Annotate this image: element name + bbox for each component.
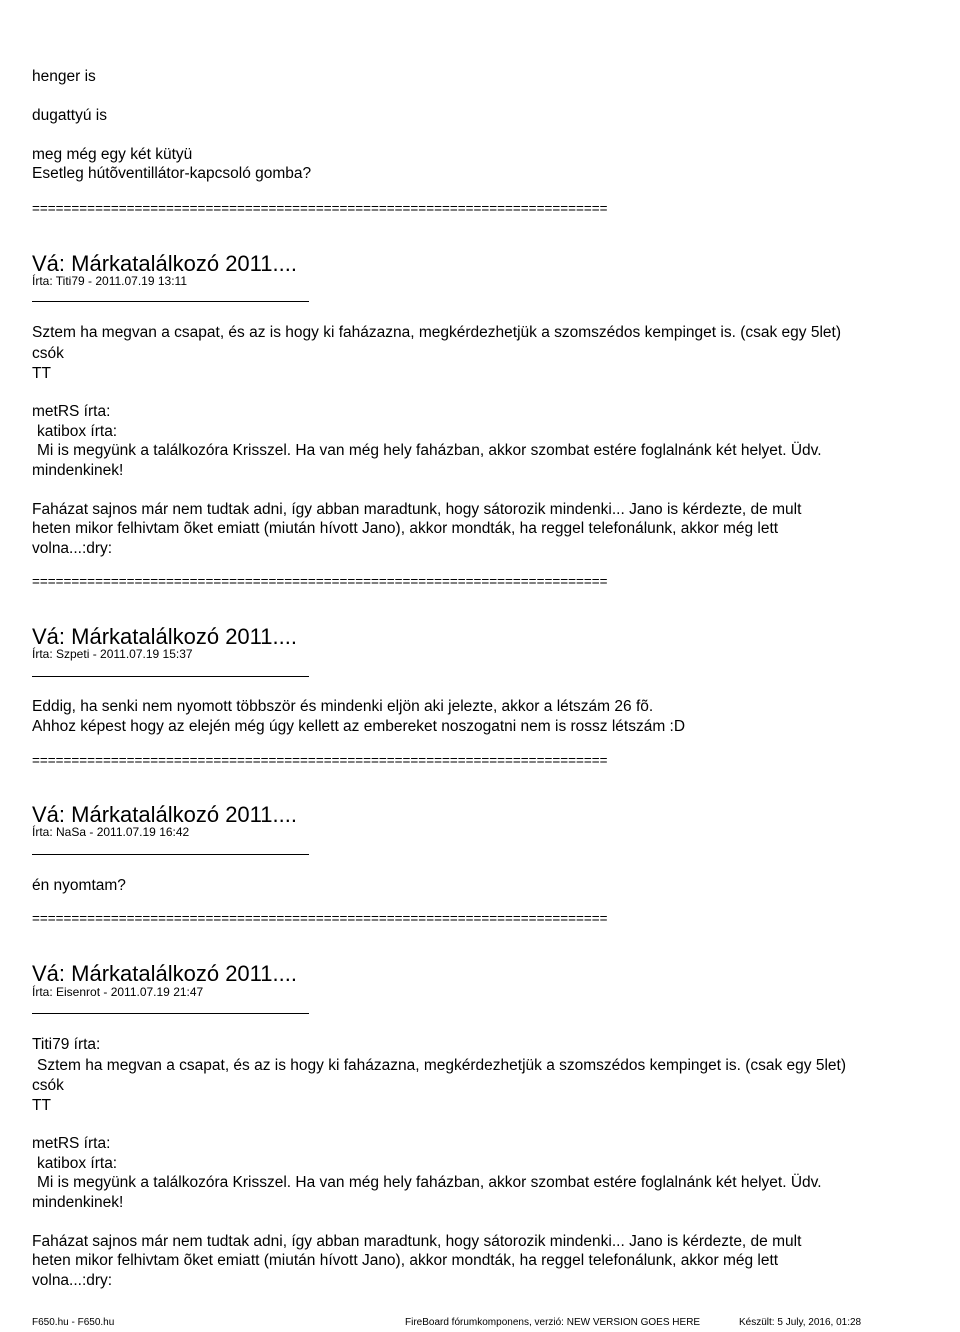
post-meta: Írta: Eisenrot - 2011.07.19 21:47 [32, 985, 204, 999]
post-title: Vá: Márkatalálkozó 2011.... [32, 251, 297, 276]
post-line: volna...:dry: [32, 1272, 113, 1289]
post-line: Faházat sajnos már nem tudtak adni, így abban maradtunk, hogy sátorozik mindenki... Jano is kérdezte, de mult [32, 1233, 802, 1250]
quote-line: Mi is megyünk a találkozóra Krisszel. Ha van még hely faházban, akkor szombat estére foglalnánk két helyet. Üdv. [37, 1174, 822, 1191]
quote-author: katibox írta: [37, 423, 118, 440]
post-title: Vá: Márkatalálkozó 2011.... [32, 802, 297, 827]
intro-line: Esetleg hútõventillátor-kapcsoló gomba? [32, 165, 312, 182]
separator: ========================================================================= [32, 201, 608, 216]
quote-author: Titi79 írta: [32, 1036, 101, 1053]
quote-line: mindenkinek! [32, 462, 124, 479]
post-line: Eddig, ha senki nem nyomott többször és mindenki eljön aki jelezte, akkor a létszám 26 fõ. [32, 698, 654, 715]
intro-line: dugattyú is [32, 107, 107, 124]
post-divider [32, 301, 309, 302]
quote-author: metRS írta: [32, 1135, 111, 1152]
intro-line: meg még egy két kütyü [32, 146, 193, 163]
quote-line: mindenkinek! [32, 1194, 124, 1211]
footer-site: F650.hu - F650.hu [32, 1317, 115, 1328]
intro-line: henger is [32, 68, 96, 85]
quote-line: TT [32, 1097, 51, 1114]
quote-author: metRS írta: [32, 403, 111, 420]
quote-author: katibox írta: [37, 1155, 118, 1172]
post-line: csók [32, 345, 64, 362]
post-divider [32, 854, 309, 855]
post-title: Vá: Márkatalálkozó 2011.... [32, 961, 297, 986]
quote-line: csók [32, 1077, 64, 1094]
post-line: volna...:dry: [32, 540, 113, 557]
post-meta: Írta: NaSa - 2011.07.19 16:42 [32, 825, 190, 839]
footer-component: FireBoard fórumkomponens, verzió: NEW VERSION GOES HERE [405, 1317, 701, 1328]
post-line: heten mikor felhivtam õket emiatt (miután hívott Jano), akkor mondták, ha reggel telefonálunk, akkor még lett [32, 1252, 779, 1269]
post-divider [32, 676, 309, 677]
separator: ========================================================================= [32, 574, 608, 589]
post-line: TT [32, 365, 51, 382]
quote-line: Sztem ha megvan a csapat, és az is hogy ki faházazna, megkérdezhetjük a szomszédos kempinget is. (csak egy 5let) [37, 1057, 846, 1074]
post-meta: Írta: Szpeti - 2011.07.19 15:37 [32, 647, 193, 661]
post-divider [32, 1013, 309, 1014]
footer-timestamp: Készült: 5 July, 2016, 01:28 [739, 1317, 862, 1328]
post-meta: Írta: Titi79 - 2011.07.19 13:11 [32, 274, 187, 288]
post-line: Faházat sajnos már nem tudtak adni, így abban maradtunk, hogy sátorozik mindenki... Jano is kérdezte, de mult [32, 501, 802, 518]
separator: ========================================================================= [32, 911, 608, 926]
quote-line: Mi is megyünk a találkozóra Krisszel. Ha van még hely faházban, akkor szombat estére foglalnánk két helyet. Üdv. [37, 442, 822, 459]
post-line: Sztem ha megvan a csapat, és az is hogy ki faházazna, megkérdezhetjük a szomszédos kempinget is. (csak egy 5let) [32, 324, 841, 341]
separator: ========================================================================= [32, 753, 608, 768]
post-title: Vá: Márkatalálkozó 2011.... [32, 624, 297, 649]
post-line: heten mikor felhivtam õket emiatt (miután hívott Jano), akkor mondták, ha reggel telefonálunk, akkor még lett [32, 520, 779, 537]
post-line: Ahhoz képest hogy az elején még úgy kellett az embereket noszogatni nem is rossz létszám :D [32, 718, 686, 735]
post-line: én nyomtam? [32, 877, 126, 894]
